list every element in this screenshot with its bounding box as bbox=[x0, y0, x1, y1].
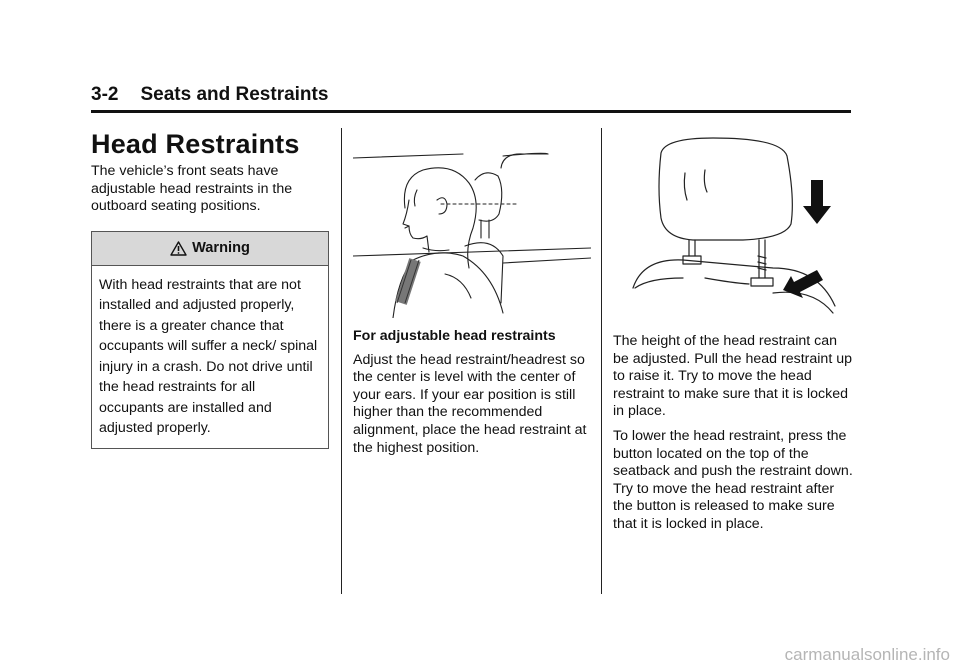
left-column bbox=[91, 128, 329, 449]
middle-column bbox=[353, 128, 591, 457]
warning-icon bbox=[170, 241, 187, 256]
intro-paragraph: The vehicle’s front seats have adjustable head restraints in the outboard seating positions. bbox=[91, 163, 293, 215]
page-number: 3-2 bbox=[91, 84, 119, 105]
header-rule bbox=[91, 110, 851, 113]
head-restraint-alignment-illustration bbox=[353, 128, 591, 318]
head-restraint-button-illustration bbox=[613, 128, 855, 318]
page-header bbox=[91, 84, 851, 106]
column-divider-2 bbox=[601, 128, 602, 594]
warning-text: With head restraints that are not installed and adjusted properly, there is a greater chance that occupants will suffer a neck/ spinal injury in a crash. Do not drive until the head restraints for all occupants are installed and adjusted properly. bbox=[99, 276, 318, 437]
lower-paragraph: To lower the head restraint, press the button located on the top of the seatback and push the restraint down. Try to move the head restraint after the button is released to make sure that it is locked in place. bbox=[613, 427, 853, 532]
warning-box bbox=[91, 231, 329, 449]
raise-paragraph: The height of the head restraint can be adjusted. Pull the head restraint up to raise it. Try to move the head restraint to make sure that it is locked in place. bbox=[613, 333, 852, 420]
right-column bbox=[613, 128, 855, 534]
figure-caption: For adjustable head restraints bbox=[353, 328, 556, 344]
section-title: Seats and Restraints bbox=[140, 84, 329, 105]
warning-title: Warning bbox=[192, 240, 250, 257]
column-divider-1 bbox=[341, 128, 342, 594]
warning-header bbox=[92, 232, 328, 266]
adjustment-paragraph: Adjust the head restraint/headrest so the center is level with the center of your ears. If your ear position is still higher than the recommended alignment, place the head restraint at the highest position. bbox=[353, 351, 587, 456]
page-title: Head Restraints bbox=[91, 129, 300, 159]
watermark: carmanualsonline.info bbox=[784, 645, 950, 664]
